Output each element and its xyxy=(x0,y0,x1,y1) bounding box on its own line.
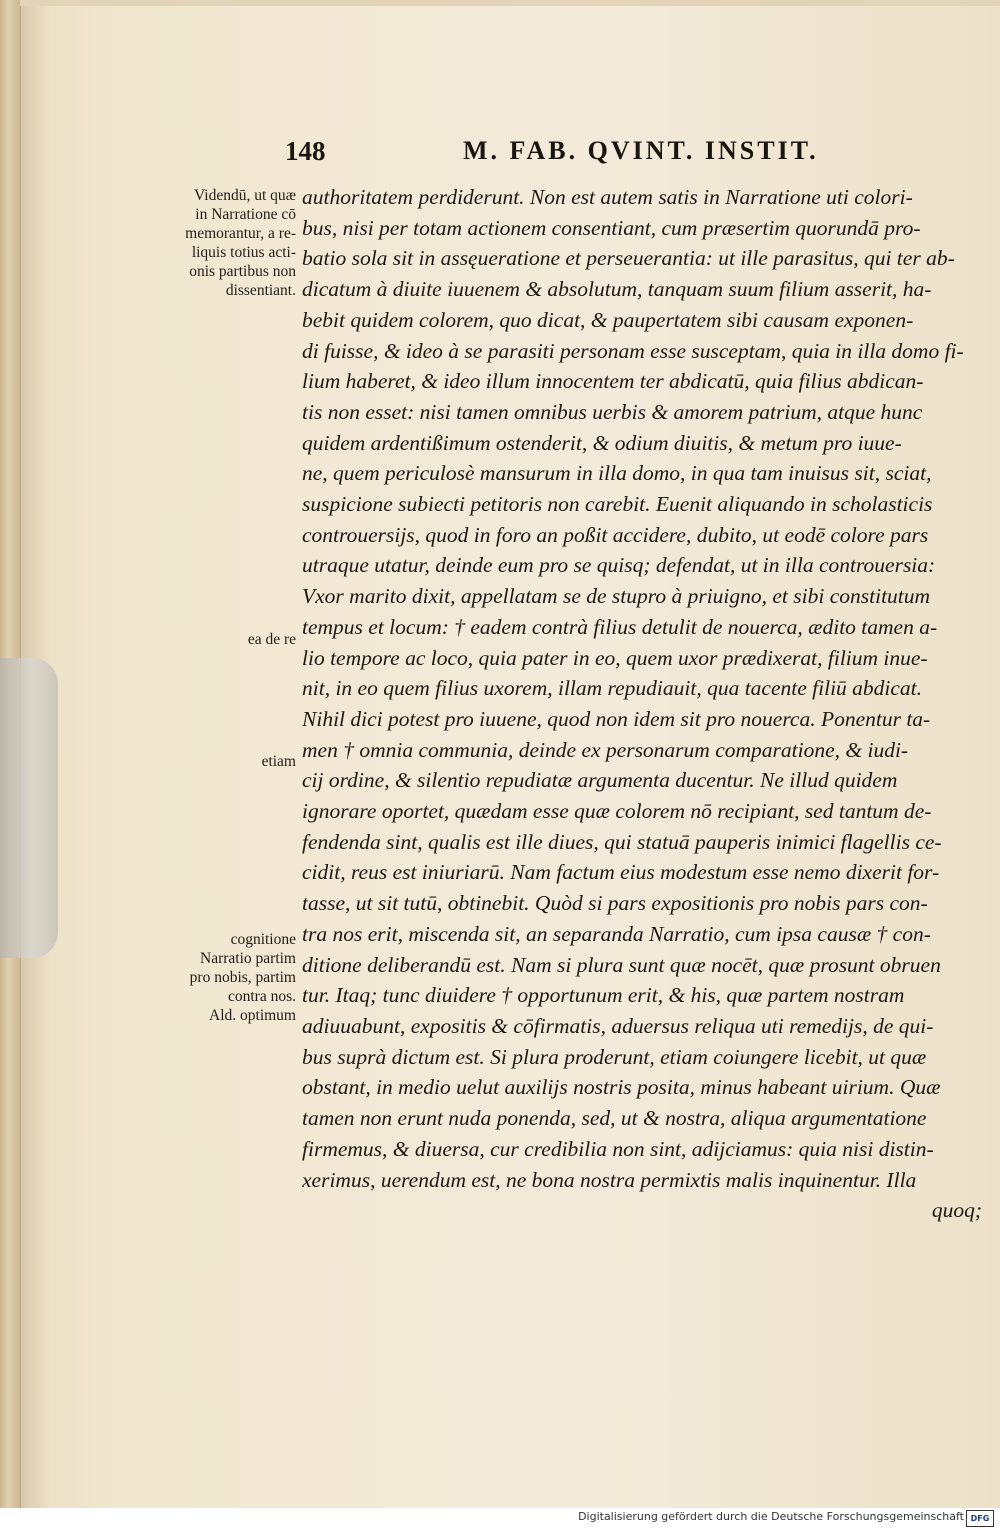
text-line: tis non esset: nisi tamen omnibus uerbis & amorem patrium, atque hunc xyxy=(302,399,923,424)
page-number: 148 xyxy=(285,136,326,166)
text-line: batio sola sit in assęueratione et perseuerantia: ut ille parasitus, qui ter ab- xyxy=(302,246,955,271)
text-line: tur. Itaq; tunc diuidere † opportunum erit, & his, quæ partem nostram xyxy=(302,983,905,1008)
text-line: bebit quidem colorem, quo dicat, & paupertatem sibi causam exponen- xyxy=(302,307,914,332)
note-line: onis partibus non xyxy=(189,263,296,280)
text-line: nit, in eo quem filius uxorem, illam repudiauit, qua tacente filiū abdicat. xyxy=(302,676,923,701)
note-line: etiam xyxy=(261,753,296,770)
text-line: ditione deliberandū est. Nam si plura sunt quæ nocēt, quæ prosunt obruen xyxy=(302,952,941,977)
note-line: Ald. optimum xyxy=(209,1007,296,1024)
running-head xyxy=(285,136,895,172)
body-text xyxy=(302,182,990,1226)
text-line: ne, quem periculosè mansurum in illa domo, in qua tam inuisus sit, sciat, xyxy=(302,461,932,486)
text-line: cij ordine, & silentio repudiatæ argumenta ducentur. Ne illud quidem xyxy=(302,768,898,793)
note-line: ea de re xyxy=(247,631,296,648)
marginal-note-1 xyxy=(185,186,296,300)
footer-credit: Digitalisierung gefördert durch die Deutsche Forschungsgemeinschaft xyxy=(578,1510,964,1523)
text-line: men † omnia communia, deinde ex personarum comparatione, & iudi- xyxy=(302,737,909,762)
text-line: Nihil dici potest pro iuuene, quod non idem sit pro nouerca. Ponentur ta- xyxy=(302,706,931,731)
text-line: quidem ardentißimum ostenderit, & odium diuitis, & metum pro iuue- xyxy=(302,430,902,455)
marginal-note-2 xyxy=(248,630,296,649)
text-line: adiuuabunt, expositis & cōfirmatis, aduersus reliqua uti remedijs, de qui- xyxy=(302,1013,934,1038)
note-line: Videndū, ut quæ xyxy=(194,187,296,204)
text-line: Vxor marito dixit, appellatam se de stupro à priuigno, et sibi constitutum xyxy=(302,584,931,609)
note-line: memorantur, a re- xyxy=(185,225,296,242)
text-line: xerimus, uerendum est, ne bona nostra permixtis malis inquinentur. Illa xyxy=(302,1167,917,1192)
text-line: dicatum à diuite iuuenem & absolutum, tanquam suum filium asserit, ha- xyxy=(302,277,932,302)
note-line: dissentiant. xyxy=(225,282,296,299)
footer-bar xyxy=(0,1508,1000,1529)
page-clip xyxy=(0,658,58,958)
marginal-note-3 xyxy=(262,752,296,771)
text-line: tamen non erunt nuda ponenda, sed, ut & nostra, aliqua argumentatione xyxy=(302,1106,927,1131)
text-line: ignorare oportet, quædam esse quæ colorem nō recipiant, sed tantum de- xyxy=(302,799,932,824)
running-title: M. FAB. QVINT. INSTIT. xyxy=(463,136,819,165)
text-line: fendenda sint, qualis est ille diues, qui statuā pauperis inimici flagellis ce- xyxy=(302,829,942,854)
note-line: contra nos. xyxy=(227,988,296,1005)
text-line: bus, nisi per totam actionem consentiant, cum præsertim quorundā pro- xyxy=(302,215,921,240)
text-line: authoritatem perdiderunt. Non est autem satis in Narratione uti colori- xyxy=(302,185,913,209)
note-line: Narratio partim xyxy=(200,950,296,967)
text-line: bus suprà dictum est. Si plura proderunt, etiam coiungere licebit, ut quæ xyxy=(302,1044,927,1069)
text-line: controuersijs, quod in foro an poßit accidere, dubito, ut eodē colore pars xyxy=(302,522,929,547)
note-line: liquis totius acti- xyxy=(191,244,296,261)
note-line: pro nobis, partim xyxy=(189,969,296,986)
text-line: firmemus, & diuersa, cur credibilia non sint, adijciamus: quia nisi distin- xyxy=(302,1136,934,1161)
note-line: cognitione xyxy=(230,931,296,948)
text-line: utraque utatur, deinde eum pro se quisq; defendat, ut in illa controuersia: xyxy=(302,553,936,578)
text-line: lium haberet, & ideo illum innocentem ter abdicatū, quia filius abdican- xyxy=(302,369,924,394)
catchword: quoq; xyxy=(931,1198,982,1223)
text-line: obstant, in medio uelut auxilijs nostris posita, minus habeant uirium. Quæ xyxy=(302,1075,941,1100)
text-line: tasse, ut sit tutū, obtinebit. Quòd si pars expositionis pro nobis pars con- xyxy=(302,891,928,916)
marginal-note-4 xyxy=(190,930,296,1025)
text-line: tra nos erit, miscenda sit, an separanda Narratio, cum ipsa causæ † con- xyxy=(302,921,931,946)
text-line: suspicione subiecti petitoris non carebit. Euenit aliquando in scholasticis xyxy=(302,492,933,517)
text-line: di fuisse, & ideo à se parasiti personam esse susceptam, quia in illa domo fi- xyxy=(302,338,964,363)
text-line: cidit, reus est iniuriarū. Nam factum eius modestum esse nemo dixerit for- xyxy=(302,860,940,885)
text-line: lio tempore ac loco, quia pater in eo, quem uxor prædixerat, filium inue- xyxy=(302,645,928,670)
text-line: tempus et locum: † eadem contrà filius detulit de nouerca, ædito tamen a- xyxy=(302,614,938,639)
dfg-logo-icon: DFG xyxy=(966,1510,994,1527)
note-line: in Narratione cō xyxy=(195,206,296,223)
